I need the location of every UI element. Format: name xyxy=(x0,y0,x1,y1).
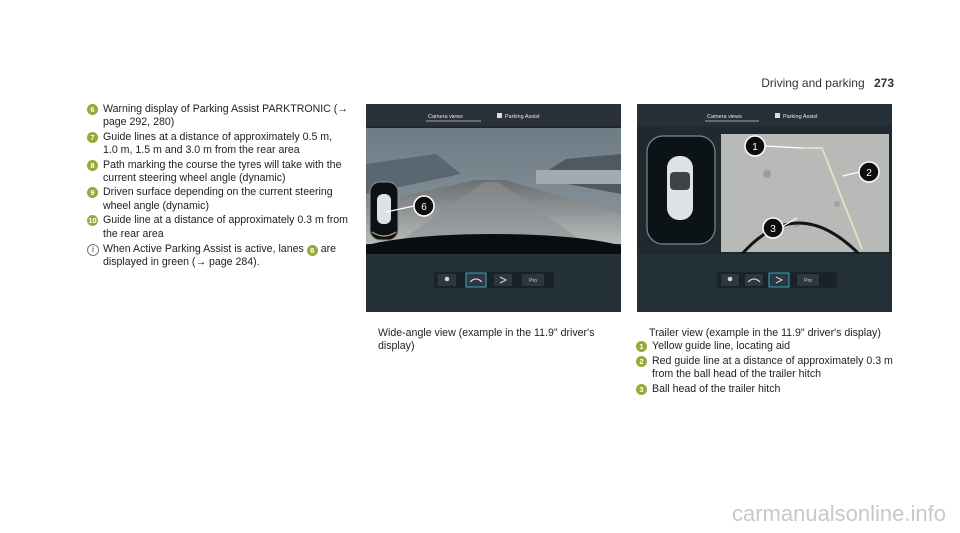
callout-number: 6 xyxy=(421,202,427,213)
trailer-view-image xyxy=(637,104,892,312)
item-text: Guide line at a distance of approximately 0.3 m from the rear area xyxy=(103,214,348,240)
item-text: Ball head of the trailer hitch xyxy=(652,382,781,395)
item-number: 2 xyxy=(636,356,647,367)
item-text: Driven surface depending on the current steering wheel angle (dynamic) xyxy=(103,186,333,212)
pro-label: Pro xyxy=(529,278,537,284)
trailer-caption xyxy=(636,327,906,397)
item-number: 10 xyxy=(88,216,97,226)
wide-angle-camera-svg xyxy=(366,104,621,312)
top-view-button[interactable] xyxy=(745,274,763,286)
note-item xyxy=(87,243,349,270)
item-number: 7 xyxy=(87,132,98,143)
callout-number: 1 xyxy=(752,142,758,153)
note-text-after: are displayed in green (→ page 284). xyxy=(103,243,336,269)
list-item xyxy=(87,131,349,158)
item-number: 1 xyxy=(636,341,647,352)
list-item xyxy=(87,159,349,186)
legend-list xyxy=(87,103,349,271)
tab-parking-assist[interactable]: Parking Assist xyxy=(783,114,818,120)
header-title: Driving and parking xyxy=(761,76,865,90)
item-text: Guide lines at a distance of approximately 0.5 m, 1.0 m, 1.5 m and 3.0 m from the rear area xyxy=(103,130,333,157)
trailer-caption-text: Trailer view (example in the 11.9" driver's display) xyxy=(649,327,881,339)
item-number: 8 xyxy=(87,160,98,171)
item-text: Red guide line at a distance of approximately 0.3 m from the ball head of the trailer hitch xyxy=(652,354,893,381)
page-header xyxy=(761,76,894,90)
watermark: carmanualsonline.info xyxy=(731,501,946,526)
person-icon xyxy=(728,277,733,282)
tab-camera-views[interactable]: Camera views xyxy=(428,114,463,120)
pro-label: Pro xyxy=(804,278,812,284)
person-icon xyxy=(445,277,450,282)
item-number: 3 xyxy=(636,384,647,395)
wide-angle-view-image xyxy=(366,104,621,312)
info-icon: i xyxy=(87,244,99,256)
top-view-button[interactable] xyxy=(466,273,486,287)
tab-parking-assist[interactable]: Parking Assist xyxy=(505,114,540,120)
list-item xyxy=(636,355,906,382)
tab-camera-views[interactable]: Camera views xyxy=(707,114,742,120)
list-item xyxy=(636,340,906,353)
wide-angle-caption: Wide-angle view (example in the 11.9" driver's display) xyxy=(378,327,595,353)
item-number: 6 xyxy=(87,104,98,115)
callout-number: 2 xyxy=(866,168,872,179)
page-number: 273 xyxy=(873,76,894,90)
item-text: Yellow guide line, locating aid xyxy=(652,340,791,353)
list-item xyxy=(87,186,349,213)
note-text-before: When Active Parking Assist is active, lanes xyxy=(103,243,304,256)
item-text: Warning display of Parking Assist PARKTRONIC (→ page 292, 280) xyxy=(103,103,348,129)
list-item xyxy=(87,103,349,130)
item-text: Path marking the course the tyres will take with the current steering wheel angle (dynamic) xyxy=(103,158,342,185)
trailer-camera-svg xyxy=(637,104,892,312)
callout-number: 3 xyxy=(770,224,776,235)
note-number: 8 xyxy=(307,245,318,256)
trailer-button[interactable] xyxy=(494,274,512,286)
item-number: 9 xyxy=(87,187,98,198)
list-item xyxy=(636,383,906,396)
list-item xyxy=(87,214,349,241)
trailer-button[interactable] xyxy=(769,273,789,287)
